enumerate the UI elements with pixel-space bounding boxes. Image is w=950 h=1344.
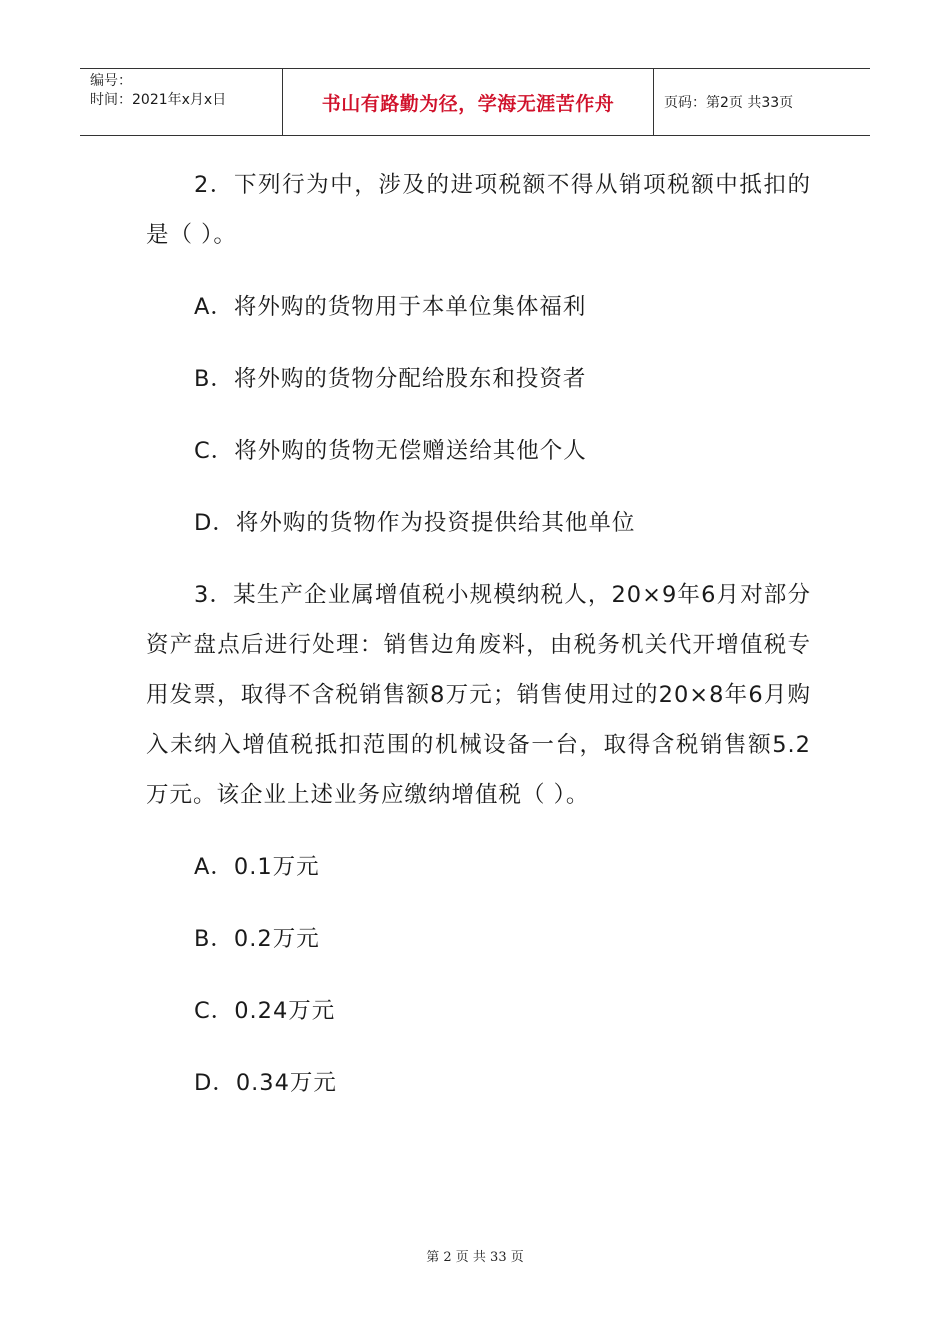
question-3-stem: 3．某生产企业属增值税小规模纳税人，20×9年6月对部分资产盘点后进行处理：销售边角废料，由税务机关代开增值税专用发票，取得不含税销售额8万元；销售使用过的20×8年6月购入未纳入增值税抵扣范围的机械设备一台，取得含税销售额5.2万元。该企业上述业务应缴纳增值税（ ）。 xyxy=(146,582,811,808)
question-2-option-b: B．将外购的货物分配给股东和投资者 xyxy=(194,366,587,392)
header-motto: 书山有路勤为径，学海无涯苦作舟 xyxy=(321,92,615,115)
header-date-label: 时间：2021年x月x日 xyxy=(90,92,227,108)
header-motto-cell xyxy=(282,69,654,135)
header-page-info: 页码：第2页 共33页 xyxy=(664,95,794,111)
header-number-label: 编号： xyxy=(90,73,132,89)
question-2-option-d: D．将外购的货物作为投资提供给其他单位 xyxy=(194,510,636,536)
page-footer: 第 2 页 共 33 页 xyxy=(426,1250,524,1265)
question-3-option-d: D．0.34万元 xyxy=(194,1070,337,1096)
question-3-option-b: B．0.2万元 xyxy=(194,926,320,952)
question-2-option-a: A．将外购的货物用于本单位集体福利 xyxy=(194,294,587,320)
page-header xyxy=(80,68,870,136)
question-3-option-c: C．0.24万元 xyxy=(194,998,336,1024)
question-3-option-a: A．0.1万元 xyxy=(194,854,320,880)
header-meta xyxy=(80,69,282,135)
question-2-option-c: C．将外购的货物无偿赠送给其他个人 xyxy=(194,438,587,464)
question-2-stem: 2．下列行为中，涉及的进项税额不得从销项税额中抵扣的是（ ）。 xyxy=(146,172,811,248)
document-body xyxy=(146,160,811,1108)
